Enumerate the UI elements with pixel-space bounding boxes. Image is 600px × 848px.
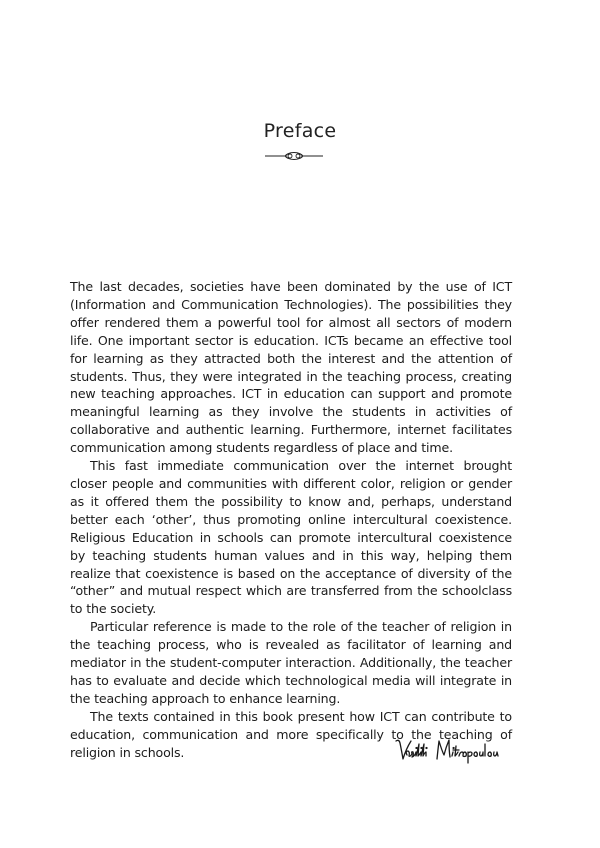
paragraph-1: The last decades, societies have been dominated by the use of ICT (Information and Communication Technologies). The possibilities they offer rendered them a powerful tool for almost all sectors of modern life. One important sector is education. ICTs became an effective tool for learning as they attracted both the interest and the attention of students. Thus, they were integrated in the teaching process, creating new teaching approaches. ICT in education can support and promote meaningful learning as they involve the students in activities of collaborative and authentic learning. Furthermore, internet facilitates communication among students regardless of place and time. (70, 279, 512, 456)
ornament-divider-icon (263, 150, 325, 162)
signature (393, 735, 515, 769)
preface-body (70, 278, 512, 761)
paragraph-2: This fast immediate communication over the internet brought closer people and communities with different color, religion or gender as it offered them the possibility to know and, perhaps, understand better each ‘other’, thus promoting online intercultural coexistence. Religious Education in schools can promote intercultural coexistence by teaching students human values and in this way, helping them realize that coexistence is based on the acceptance of diversity of the “other” and mutual respect which are transferred from the schoolclass to the society. (70, 458, 512, 617)
paragraph-4: The texts contained in this book present how ICT can contribute to education, communication and more specifically to the teaching of religion in schools. (70, 708, 512, 760)
page-title: Preface (263, 120, 337, 142)
paragraph-3: Particular reference is made to the role of the teacher of religion in the teaching process, who is revealed as facilitator of learning and mediator in the student-computer interaction. Additionally, the teacher has to evaluate and decide which technological media will integrate in the teaching approach to enhance learning. (70, 619, 512, 706)
